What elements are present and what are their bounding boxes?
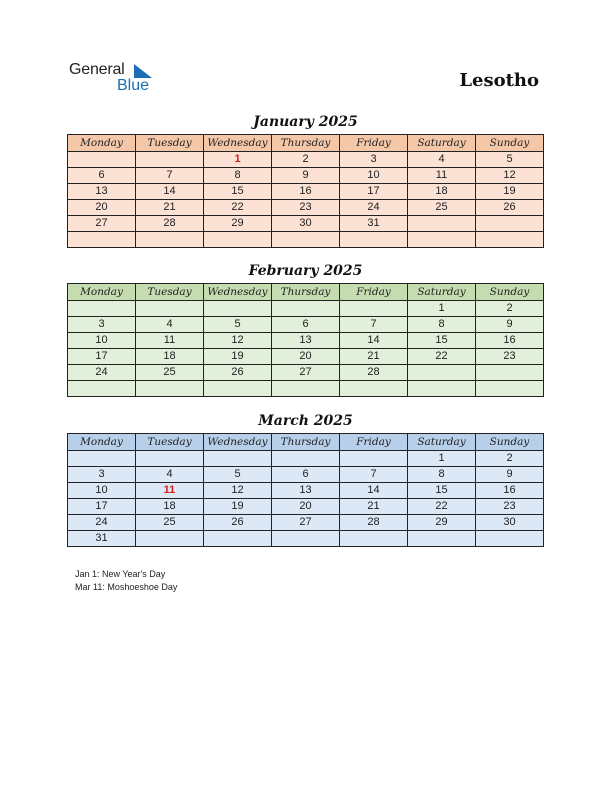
day-cell: 16 [476, 333, 544, 349]
weekday-header: Wednesday [204, 284, 272, 301]
week-row [68, 184, 544, 200]
day-cell: 25 [136, 515, 204, 531]
holiday-note: Mar 11: Moshoeshoe Day [75, 582, 178, 592]
calendar-table [67, 283, 544, 397]
holiday-note: Jan 1: New Year's Day [75, 569, 166, 579]
weekday-header: Saturday [408, 434, 476, 451]
day-cell: 24 [340, 200, 408, 216]
country-title: Lesotho [459, 70, 539, 91]
week-row [68, 499, 544, 515]
day-cell: 6 [68, 168, 136, 184]
day-cell: 12 [476, 168, 544, 184]
empty-day-cell [68, 301, 136, 317]
day-cell: 26 [204, 365, 272, 381]
month-title: March 2025 [258, 413, 353, 429]
day-cell: 27 [272, 365, 340, 381]
empty-day-cell [272, 531, 340, 547]
week-row [68, 365, 544, 381]
day-cell: 10 [68, 483, 136, 499]
day-cell: 17 [340, 184, 408, 200]
empty-day-cell [408, 531, 476, 547]
day-cell: 24 [68, 515, 136, 531]
day-cell: 25 [136, 365, 204, 381]
empty-day-cell [272, 232, 340, 248]
day-cell: 11 [136, 333, 204, 349]
day-cell: 26 [476, 200, 544, 216]
day-cell: 11 [408, 168, 476, 184]
week-row [68, 531, 544, 547]
day-cell: 27 [68, 216, 136, 232]
calendar-table [67, 134, 544, 248]
empty-day-cell [476, 232, 544, 248]
empty-day-cell [272, 381, 340, 397]
day-cell: 4 [408, 152, 476, 168]
weekday-header-row [68, 135, 544, 152]
weekday-header: Monday [68, 434, 136, 451]
empty-day-cell [136, 152, 204, 168]
weekday-header: Sunday [476, 284, 544, 301]
day-cell: 13 [272, 483, 340, 499]
day-cell: 14 [340, 333, 408, 349]
day-cell: 28 [136, 216, 204, 232]
empty-day-cell [408, 381, 476, 397]
day-cell: 6 [272, 467, 340, 483]
day-cell: 15 [204, 184, 272, 200]
empty-day-cell [204, 381, 272, 397]
empty-day-cell [408, 216, 476, 232]
day-cell: 7 [136, 168, 204, 184]
day-cell: 10 [68, 333, 136, 349]
day-cell: 14 [340, 483, 408, 499]
empty-day-cell [68, 381, 136, 397]
day-cell: 18 [408, 184, 476, 200]
day-cell: 1 [408, 301, 476, 317]
day-cell: 21 [340, 499, 408, 515]
empty-day-cell [476, 216, 544, 232]
weekday-header: Tuesday [136, 434, 204, 451]
day-cell: 19 [476, 184, 544, 200]
day-cell: 5 [204, 467, 272, 483]
weekday-header: Saturday [408, 284, 476, 301]
empty-day-cell [340, 301, 408, 317]
day-cell: 22 [204, 200, 272, 216]
week-row [68, 349, 544, 365]
month-title: February 2025 [248, 263, 363, 279]
day-cell: 17 [68, 349, 136, 365]
month-title: January 2025 [253, 114, 358, 130]
day-cell: 17 [68, 499, 136, 515]
day-cell: 2 [476, 451, 544, 467]
weekday-header: Thursday [272, 135, 340, 152]
generalblue-logo [69, 61, 169, 97]
holiday-day-cell: 1 [204, 152, 272, 168]
logo-blue-text: Blue [117, 77, 150, 94]
day-cell: 9 [476, 467, 544, 483]
empty-day-cell [340, 232, 408, 248]
day-cell: 22 [408, 349, 476, 365]
day-cell: 14 [136, 184, 204, 200]
day-cell: 5 [204, 317, 272, 333]
empty-day-cell [272, 451, 340, 467]
empty-day-cell [340, 381, 408, 397]
empty-day-cell [68, 451, 136, 467]
holiday-notes [75, 568, 177, 594]
empty-day-cell [204, 232, 272, 248]
day-cell: 30 [476, 515, 544, 531]
day-cell: 2 [476, 301, 544, 317]
weekday-header: Wednesday [204, 434, 272, 451]
day-cell: 27 [272, 515, 340, 531]
week-row [68, 232, 544, 248]
empty-day-cell [204, 531, 272, 547]
day-cell: 31 [68, 531, 136, 547]
logo-triangle-icon [134, 64, 152, 78]
week-row [68, 451, 544, 467]
empty-day-cell [340, 451, 408, 467]
day-cell: 4 [136, 467, 204, 483]
month-mar [67, 412, 544, 547]
day-cell: 24 [68, 365, 136, 381]
day-cell: 26 [204, 515, 272, 531]
day-cell: 3 [68, 317, 136, 333]
day-cell: 15 [408, 483, 476, 499]
day-cell: 10 [340, 168, 408, 184]
weekday-header: Friday [340, 434, 408, 451]
weekday-header: Sunday [476, 434, 544, 451]
day-cell: 22 [408, 499, 476, 515]
day-cell: 12 [204, 483, 272, 499]
weekday-header: Friday [340, 135, 408, 152]
logo-general-text: General [69, 61, 125, 78]
day-cell: 7 [340, 467, 408, 483]
week-row [68, 301, 544, 317]
empty-day-cell [204, 451, 272, 467]
day-cell: 29 [204, 216, 272, 232]
empty-day-cell [136, 301, 204, 317]
empty-day-cell [136, 232, 204, 248]
day-cell: 19 [204, 499, 272, 515]
weekday-header: Thursday [272, 284, 340, 301]
day-cell: 28 [340, 515, 408, 531]
empty-day-cell [136, 531, 204, 547]
day-cell: 23 [272, 200, 340, 216]
day-cell: 25 [408, 200, 476, 216]
week-row [68, 216, 544, 232]
day-cell: 9 [476, 317, 544, 333]
day-cell: 2 [272, 152, 340, 168]
empty-day-cell [204, 301, 272, 317]
month-feb [67, 262, 544, 397]
day-cell: 3 [340, 152, 408, 168]
day-cell: 3 [68, 467, 136, 483]
month-jan [67, 113, 544, 248]
day-cell: 8 [408, 467, 476, 483]
day-cell: 21 [136, 200, 204, 216]
week-row [68, 152, 544, 168]
weekday-header-row [68, 434, 544, 451]
day-cell: 9 [272, 168, 340, 184]
empty-day-cell [136, 381, 204, 397]
weekday-header: Monday [68, 135, 136, 152]
week-row [68, 333, 544, 349]
weekday-header: Tuesday [136, 284, 204, 301]
holiday-day-cell: 11 [136, 483, 204, 499]
day-cell: 1 [408, 451, 476, 467]
day-cell: 19 [204, 349, 272, 365]
empty-day-cell [476, 365, 544, 381]
day-cell: 7 [340, 317, 408, 333]
day-cell: 18 [136, 349, 204, 365]
day-cell: 13 [68, 184, 136, 200]
weekday-header: Saturday [408, 135, 476, 152]
empty-day-cell [408, 365, 476, 381]
day-cell: 18 [136, 499, 204, 515]
day-cell: 30 [272, 216, 340, 232]
weekday-header-row [68, 284, 544, 301]
day-cell: 29 [408, 515, 476, 531]
week-row [68, 381, 544, 397]
weekday-header: Monday [68, 284, 136, 301]
day-cell: 31 [340, 216, 408, 232]
day-cell: 8 [204, 168, 272, 184]
day-cell: 12 [204, 333, 272, 349]
day-cell: 4 [136, 317, 204, 333]
week-row [68, 200, 544, 216]
week-row [68, 168, 544, 184]
day-cell: 20 [272, 499, 340, 515]
day-cell: 6 [272, 317, 340, 333]
day-cell: 20 [272, 349, 340, 365]
empty-day-cell [68, 152, 136, 168]
calendar-table [67, 433, 544, 547]
empty-day-cell [476, 531, 544, 547]
weekday-header: Tuesday [136, 135, 204, 152]
empty-day-cell [272, 301, 340, 317]
empty-day-cell [476, 381, 544, 397]
weekday-header: Sunday [476, 135, 544, 152]
weekday-header: Wednesday [204, 135, 272, 152]
empty-day-cell [136, 451, 204, 467]
week-row [68, 483, 544, 499]
week-row [68, 467, 544, 483]
day-cell: 20 [68, 200, 136, 216]
day-cell: 16 [476, 483, 544, 499]
weekday-header: Friday [340, 284, 408, 301]
day-cell: 5 [476, 152, 544, 168]
day-cell: 23 [476, 349, 544, 365]
day-cell: 8 [408, 317, 476, 333]
day-cell: 21 [340, 349, 408, 365]
day-cell: 16 [272, 184, 340, 200]
week-row [68, 317, 544, 333]
day-cell: 15 [408, 333, 476, 349]
day-cell: 28 [340, 365, 408, 381]
empty-day-cell [340, 531, 408, 547]
week-row [68, 515, 544, 531]
day-cell: 23 [476, 499, 544, 515]
day-cell: 13 [272, 333, 340, 349]
empty-day-cell [68, 232, 136, 248]
empty-day-cell [408, 232, 476, 248]
weekday-header: Thursday [272, 434, 340, 451]
